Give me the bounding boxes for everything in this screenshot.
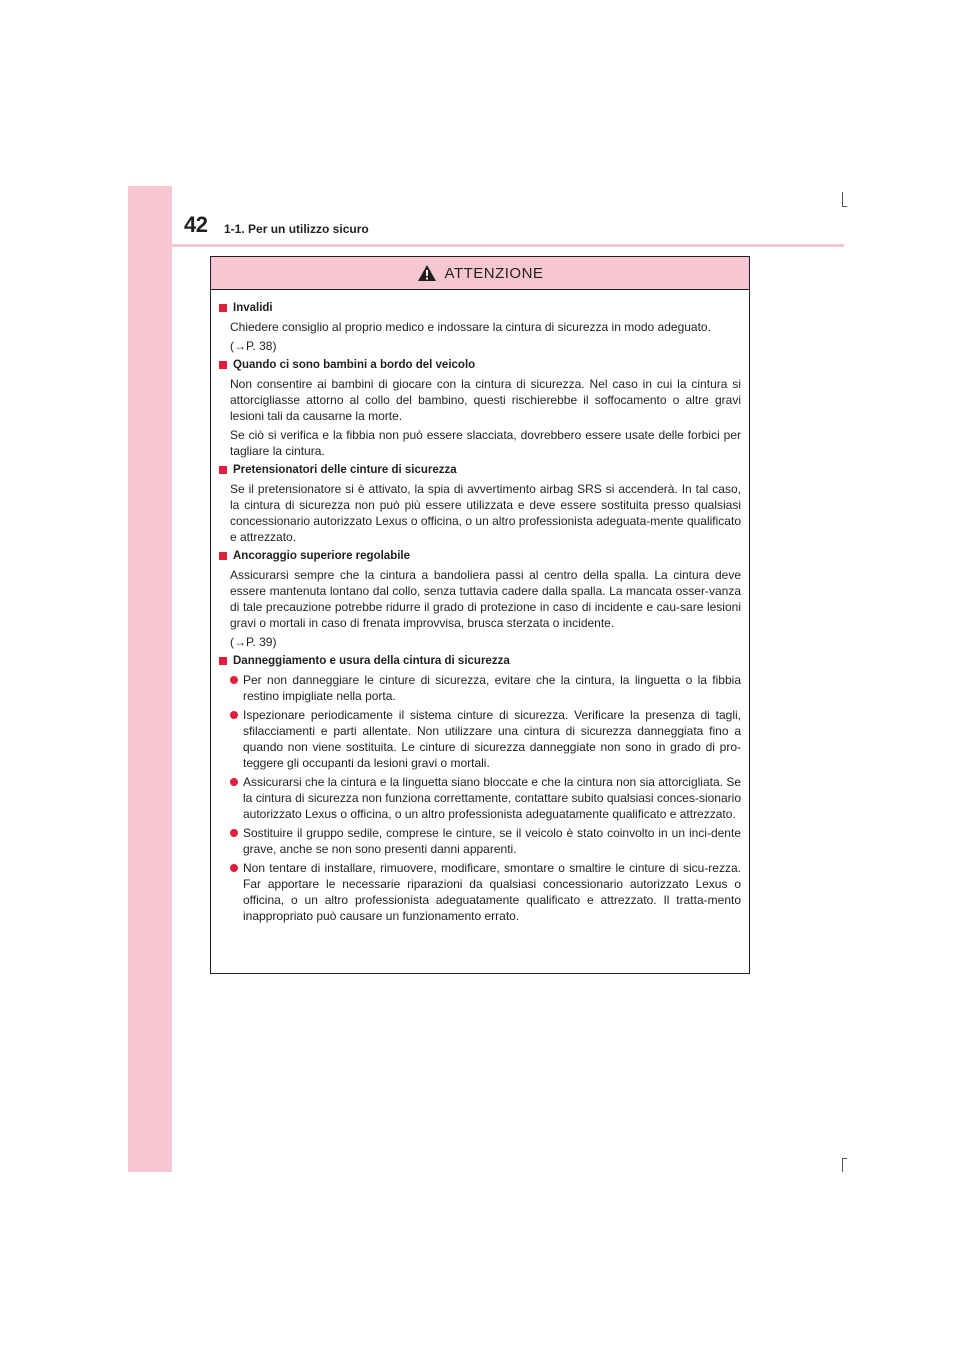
- square-bullet-icon: [219, 657, 227, 665]
- warning-box: [210, 256, 750, 974]
- square-bullet-icon: [219, 361, 227, 369]
- section-invalidi: [219, 300, 741, 354]
- section-heading: Danneggiamento e usura della cintura di sicurezza: [233, 655, 510, 667]
- warning-triangle-icon: [417, 264, 437, 282]
- crop-mark-bottom: [842, 1158, 843, 1172]
- round-bullet-icon: [230, 676, 238, 684]
- round-bullet-icon: [230, 778, 238, 786]
- section-ancoraggio: [219, 548, 741, 650]
- section-heading: Pretensionatori delle cinture di sicurezza: [233, 464, 457, 476]
- crop-mark-bottom-tick: [842, 1158, 847, 1159]
- section-heading: Quando ci sono bambini a bordo del veicolo: [233, 359, 476, 371]
- page-reference: (→P. 38): [230, 339, 277, 353]
- header-divider: [172, 244, 844, 247]
- list-item: Assicurarsi che la cintura e la linguetta siano bloccate e che la cintura non sia attorcigliata. Se la cintura di sicurezza non funziona correttamente, contattare subito qualsiasi conces-sionario autorizzato Lexus o officina, o un altro professionista adeguatamente qualificato e attrezzato.: [230, 774, 741, 822]
- square-bullet-icon: [219, 304, 227, 312]
- crop-mark-top-tick: [842, 206, 847, 207]
- section-bambini: [219, 357, 741, 459]
- paragraph: Assicurarsi sempre che la cintura a bandoliera passi al centro della spalla. La cintura deve essere mantenuta lontano dal collo, senza tuttavia cadere dalla spalla. La mancata osser-vanza di tale precauzione potrebbe ridurre il grado di protezione in caso di incidente e cau-sare lesioni gravi o mortali in caso di frenata improvvisa, brusca sterzata o incidente.: [230, 568, 741, 630]
- list-item: Per non danneggiare le cinture di sicurezza, evitare che la cintura, la linguetta o la fibbia restino impigliate nella porta.: [230, 672, 741, 704]
- page-number: 42: [184, 212, 208, 237]
- square-bullet-icon: [219, 552, 227, 560]
- round-bullet-icon: [230, 711, 238, 719]
- round-bullet-icon: [230, 864, 238, 872]
- paragraph: Se ciò si verifica e la fibbia non può essere slacciata, dovrebbero essere usate delle forbici per tagliare la cintura.: [230, 428, 741, 458]
- list-item: Ispezionare periodicamente il sistema cinture di sicurezza. Verificare la presenza di tagli, sfilacciamenti e parti allentate. Non utilizzare una cintura di sicurezza danneggiata fino a quando non viene sostituita. Le cinture di sicurezza danneggiate non sono in grado di pro-teggere gli occupanti da lesioni gravi o mortali.: [230, 707, 741, 771]
- paragraph: Chiedere consiglio al proprio medico e indossare la cintura di sicurezza in modo adeguato.: [230, 320, 711, 334]
- list-item: Sostituire il gruppo sedile, comprese le cinture, se il veicolo è stato coinvolto in un inci-dente grave, anche se non sono presenti danni apparenti.: [230, 825, 741, 857]
- square-bullet-icon: [219, 466, 227, 474]
- section-heading: Invalidi: [233, 302, 273, 314]
- round-bullet-icon: [230, 829, 238, 837]
- warning-header: [211, 257, 749, 290]
- crop-mark-top: [842, 192, 843, 206]
- section-pretensionatori: [219, 462, 741, 545]
- side-tab-band: [128, 186, 172, 1172]
- warning-body: [211, 290, 749, 924]
- paragraph: Non consentire ai bambini di giocare con la cintura di sicurezza. Nel caso in cui la cintura si attorcigliasse attorno al collo del bambino, questi rischierebbe il soffocamento o altre gravi lesioni tali da causarne la morte.: [230, 377, 741, 423]
- list-item: Non tentare di installare, rimuovere, modificare, smontare o smaltire le cinture di sicu-rezza. Far apportare le necessarie riparazioni da qualsiasi concessionario autorizzato Lexus o officina, o un altro professionista adeguatamente qualificato e attrezzato. Il tratta-mento inappropriato può causare un funzionamento errato.: [230, 860, 741, 924]
- section-danneggiamento: [219, 653, 741, 924]
- warning-title: ATTENZIONE: [444, 264, 544, 282]
- section-heading: Ancoraggio superiore regolabile: [233, 550, 411, 562]
- section-title: 1-1. Per un utilizzo sicuro: [224, 222, 369, 236]
- paragraph: Se il pretensionatore si è attivato, la spia di avvertimento airbag SRS si accenderà. In tal caso, la cintura di sicurezza non può più essere utilizzata e deve essere sostituita presso qualsiasi concessionario autorizzato Lexus o officina, o un altro professionista adeguata-mente qualificato e attrezzato.: [230, 482, 741, 544]
- page-reference: (→P. 39): [230, 635, 277, 649]
